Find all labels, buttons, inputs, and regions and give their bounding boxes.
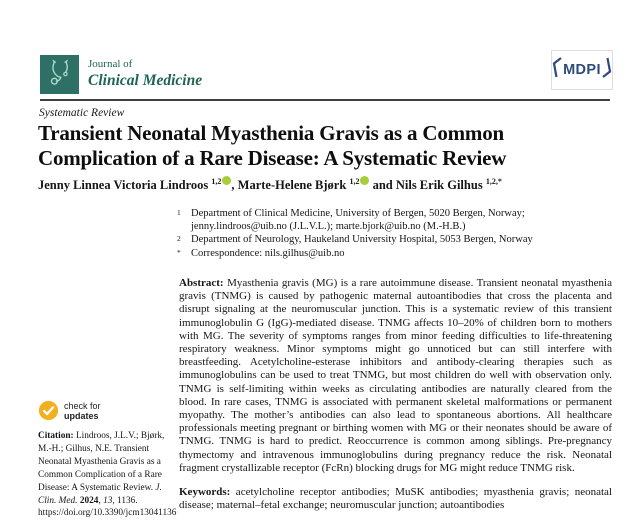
badge-line1: check for (64, 400, 101, 411)
keywords (179, 486, 612, 512)
citation-year: 2024 (79, 495, 99, 506)
affiliation-marker: 1 (177, 208, 181, 217)
author-line (38, 177, 598, 193)
affiliation-marker: * (177, 247, 181, 257)
author-affil-sup: 1,2,* (485, 177, 502, 186)
author-affil-sup: 1,2 (349, 177, 360, 186)
affiliation-line: jenny.lindroos@uib.no (J.L.V.L.); marte.bjork@uib.no (M.-H.B.) (191, 221, 466, 233)
author-name: Marte-Helene Bjørk (237, 178, 350, 193)
affiliation-list (177, 207, 617, 260)
affiliation-line: Department of Clinical Medicine, University of Bergen, 5020 Bergen, Norway; (191, 208, 525, 219)
affiliation-text (191, 207, 617, 233)
badge-line2: updates (64, 410, 99, 421)
doi-link[interactable]: https://doi.org/10.3390/jcm13041136 (38, 508, 177, 519)
article-title: Transient Neonatal Myasthenia Gravis as a Common Complication of a Rare Disease: A Systematic Review (38, 121, 507, 170)
mdpi-wordmark: MDPI (563, 62, 601, 78)
journal-name: Clinical Medicine (88, 72, 203, 90)
affiliation-marker: 2 (177, 234, 181, 244)
journal-prefix: Journal of (88, 58, 133, 70)
header-divider (40, 99, 610, 101)
abstract (179, 277, 612, 475)
citation-block (38, 430, 177, 520)
abstract-label: Abstract: (179, 277, 224, 289)
affiliation-text (191, 233, 617, 246)
citation-pages: , 1136. (112, 495, 138, 506)
badge-text (64, 401, 101, 421)
journal-title-block (88, 58, 202, 89)
stethoscope-icon (44, 56, 76, 93)
citation-label: Citation: (38, 431, 74, 441)
mdpi-hexagon-left-icon (552, 56, 562, 84)
article-body (179, 277, 612, 512)
citation-volume: 13 (103, 495, 113, 506)
check-for-updates-badge[interactable] (38, 400, 101, 421)
author-separator: and (369, 178, 396, 193)
mdpi-logo[interactable] (551, 50, 613, 90)
check-circle-icon (38, 400, 59, 421)
affiliation-text (191, 247, 617, 260)
affiliation-row (177, 207, 617, 233)
abstract-text: Myasthenia gravis (MG) is a rare autoimmune disease. Transient neonatal myasthenia gravis (TNMG) is caused by pathogenic maternal autoantibodies that cross the placenta and disrupt signaling at the neuromuscular junction. This is a systematic review of this transient immunoglobulin G (IgG)-mediated disease. TNMG affects 10–20% of children born to mothers with MG. The severity of symptoms ranges from minor feeding difficulties to life-threatening respiratory weakness. Minor symptoms might go unnoticed but can still interfere with breastfeeding. Acetylcholine-esterase inhibitors and antibody-clearing therapies such as immunoglobulins can be used to treat TNMG, but most children do well with observation only. TNMG is self-limiting within weeks as circulating antibodies are naturally cleared from the blood. In rare cases, TNMG is associated with permanent skeletal malformations or permanent myopathy. The mother’s antibodies can also lead to spontaneous abortions. All healthcare professionals meeting pregnant or birthing women with MG or their neonates should be aware of TNMG. TNMG is hard to predict. Reoccurrence is common among siblings. Pre-pregnancy thymectomy and intravenous immunoglobulins during pregnancy reduce the risk. Neonatal fragment crystallizable receptor (FcRn) blocking drugs for MG might reduce TNMG risk. (179, 277, 612, 474)
affiliation-line: Department of Neurology, Haukeland University Hospital, 5053 Bergen, Norway (191, 234, 533, 246)
mdpi-hexagon-right-icon (602, 56, 612, 84)
author-name: Nils Erik Gilhus (395, 178, 486, 193)
affiliation-row (177, 233, 617, 246)
citation-sep: , (98, 495, 104, 506)
citation-journal: J. Clin. Med. (38, 482, 162, 506)
author-name: Jenny Linnea Victoria Lindroos (38, 178, 212, 193)
article-type-label: Systematic Review (39, 107, 125, 119)
author-separator: , (231, 178, 238, 193)
affiliation-line: Correspondence: nils.gilhus@uib.no (191, 247, 345, 259)
keywords-label: Keywords: (179, 486, 231, 499)
journal-logo (40, 55, 79, 94)
citation-authors-title: Lindroos, J.L.V.; Bjørk, M.-H.; Gilhus, N.E. Transient Neonatal Myasthenia Gravis as a Common Complication of a Rare Disease: A Systematic Review. (38, 431, 165, 493)
keywords-text: acetylcholine receptor antibodies; MuSK antibodies; myasthenia gravis; neonatal disease; maternal–fetal exchange; neuromuscular junction; autoantibodies (179, 486, 612, 512)
affiliation-row (177, 247, 617, 260)
author-affil-sup: 1,2 (211, 177, 222, 186)
